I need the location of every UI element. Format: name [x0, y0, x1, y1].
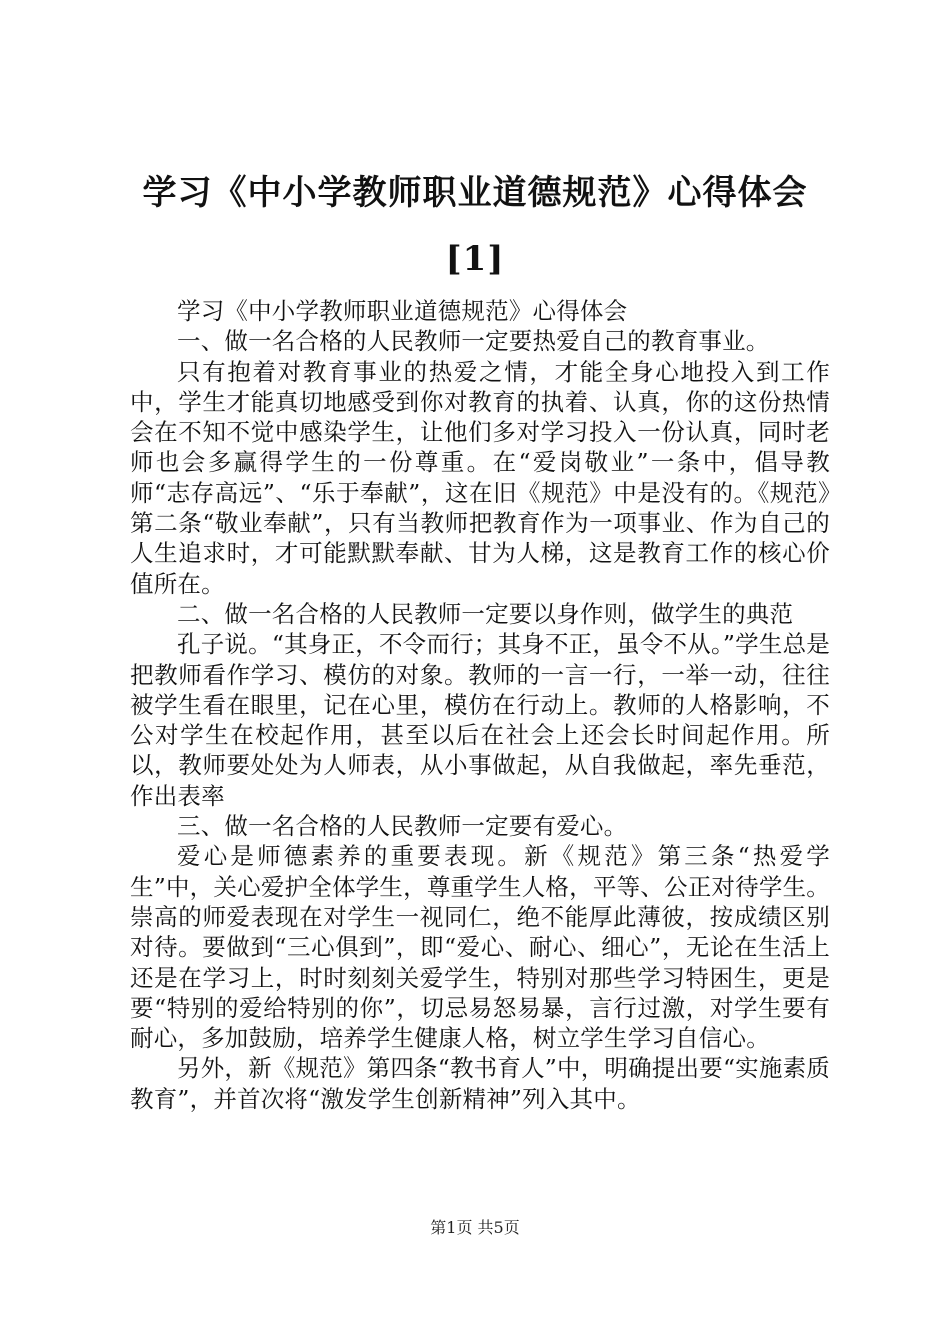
title-line-2: [1] — [445, 239, 505, 279]
paragraph-subtitle: 学习《中小学教师职业道德规范》心得体会 — [177, 297, 628, 325]
paragraph: 另外，新《规范》第四条“教书育人”中，明确提出要“实施素质教育”，并首次将“激发学生创新精神”列入其中。 — [130, 1054, 830, 1113]
paragraph-heading-3: 三、做一名合格的人民教师一定要有爱心。 — [177, 812, 628, 841]
title-line-1: 学习《中小学教师职业道德规范》心得体会 — [142, 173, 808, 213]
document-title — [60, 160, 890, 292]
document-body — [130, 296, 830, 1114]
paragraph-heading-1: 一、做一名合格的人民教师一定要热爱自己的教育事业。 — [177, 327, 770, 356]
paragraph: 孔子说。“其身正，不令而行；其身不正，虽令不从。”学生总是把教师看作学习、模仿的对象。教师的一言一行，一举一动，往往被学生看在眼里，记在心里，模仿在行动上。教师的人格影响，不公对学生在校起作用，甚至以后在社会上还会长时间起作用。所以，教师要处处为人师表，从小事做起，从自我做起，率先垂范，作出表率 — [130, 630, 830, 810]
paragraph-heading-2: 二、做一名合格的人民教师一定要以身作则，做学生的典范 — [177, 599, 794, 628]
paragraph: 爱心是师德素养的重要表现。新《规范》第三条“热爱学生”中，关心爱护全体学生，尊重学生人格，平等、公正对待学生。崇高的师爱表现在对学生一视同仁，绝不能厚此薄彼，按成绩区别对待。要做到“三心俱到”，即“爱心、耐心、细心”，无论在生活上还是在学习上，时时刻刻关爱学生，特别对那些学习特困生，更是要“特别的爱给特别的你”，切忌易怒易暴，言行过激，对学生要有耐心，多加鼓励，培养学生健康人格，树立学生学习自信心。 — [130, 842, 830, 1053]
paragraph: 只有抱着对教育事业的热爱之情，才能全身心地投入到工作中，学生才能真切地感受到你对教育的执着、认真，你的这份热情会在不知不觉中感染学生，让他们多对学习投入一份认真，同时老师也会多赢得学生的一份尊重。在“爱岗敬业”一条中，倡导教师“志存高远”、“乐于奉献”，这在旧《规范》中是没有的。《规范》第二条“敬业奉献”，只有当教师把教育作为一项事业、作为自己的人生追求时，才可能默默奉献、甘为人梯，这是教育工作的核心价值所在。 — [130, 357, 830, 598]
page-number-footer: 第1页 共5页 — [430, 1218, 520, 1237]
